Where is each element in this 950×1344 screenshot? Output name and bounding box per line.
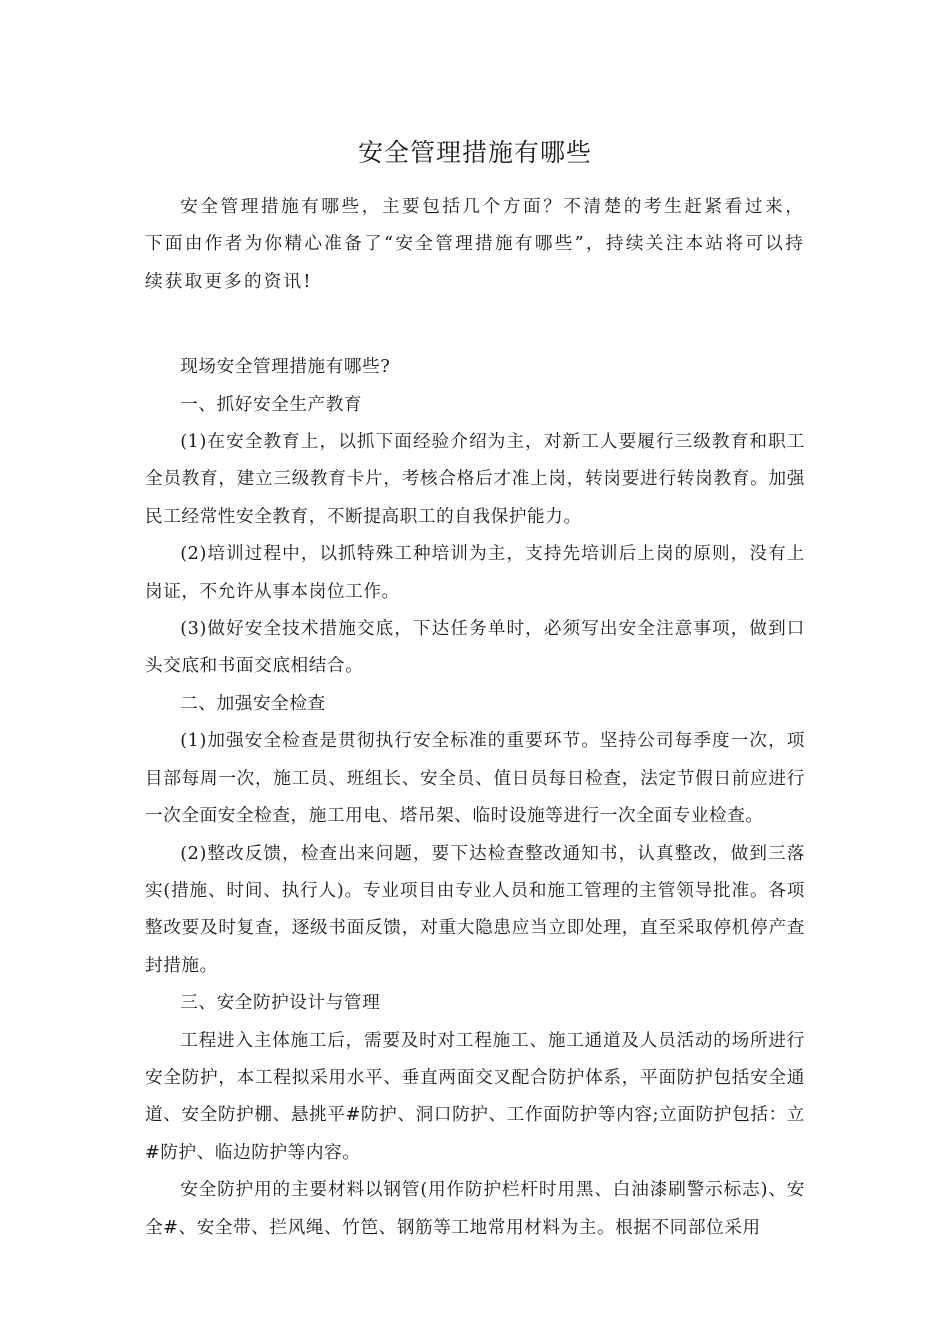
section-heading-on-site-measures: 现场安全管理措施有哪些? — [180, 357, 391, 378]
paragraph-gap — [145, 301, 805, 349]
paragraph-education-3: (3)做好安全技术措施交底，下达任务单时，必须写出安全注意事项，做到口头交底和书面交底相结合。 — [145, 619, 805, 677]
intro-paragraph: 安全管理措施有哪些，主要包括几个方面？不清楚的考生赶紧看过来，下面由作者为你精心准备了“安全管理措施有哪些”，持续关注本站将可以持续获取更多的资讯! — [145, 197, 805, 292]
section-heading-safety-protection: 三、安全防护设计与管理 — [180, 993, 381, 1014]
paragraph-protection-1: 工程进入主体施工后，需要及时对工程施工、施工通道及人员活动的场所进行安全防护，本工程拟采用水平、垂直两面交叉配合防护体系，平面防护包括安全通道、安全防护棚、悬挑平#防护、洞口防护、工作面防护等内容;立面防护包括：立#防护、临边防护等内容。 — [145, 1030, 805, 1163]
paragraph-inspection-1: (1)加强安全检查是贯彻执行安全标准的重要环节。坚持公司每季度一次，项目部每周一次，施工员、班组长、安全员、值日员每日检查，法定节假日前应进行一次全面安全检查，施工用电、塔吊架、临时设施等进行一次全面专业检查。 — [145, 731, 805, 827]
section-heading-safety-education: 一、抓好安全生产教育 — [180, 394, 363, 415]
paragraph-education-2: (2)培训过程中，以抓特殊工种培训为主，支持先培训后上岗的原则，没有上岗证，不允许从事本岗位工作。 — [145, 544, 805, 602]
paragraph-protection-2: 安全防护用的主要材料以钢管(用作防护栏杆时用黑、白油漆刷警示标志)、安全#、安全带、拦风绳、竹笆、钢筋等工地常用材料为主。根据不同部位采用 — [145, 1180, 805, 1238]
section-heading-safety-inspection: 二、加强安全检查 — [180, 693, 326, 714]
paragraph-inspection-2: (2)整改反馈，检查出来问题，要下达检查整改通知书，认真整改，做到三落实(措施、时间、执行人)。专业项目由专业人员和施工管理的主管领导批准。各项整改要及时复查，逐级书面反馈，对重大隐患应当立即处理，直至采取停机停产查封措施。 — [145, 843, 805, 976]
document-body — [145, 189, 805, 1247]
paragraph-education-1: (1)在安全教育上，以抓下面经验介绍为主，对新工人要履行三级教育和职工全员教育，建立三级教育卡片，考核合格后才准上岗，转岗要进行转岗教育。加强民工经常性安全教育，不断提高职工的自我保护能力。 — [145, 432, 805, 527]
document-title: 安全管理措施有哪些 — [357, 138, 592, 167]
